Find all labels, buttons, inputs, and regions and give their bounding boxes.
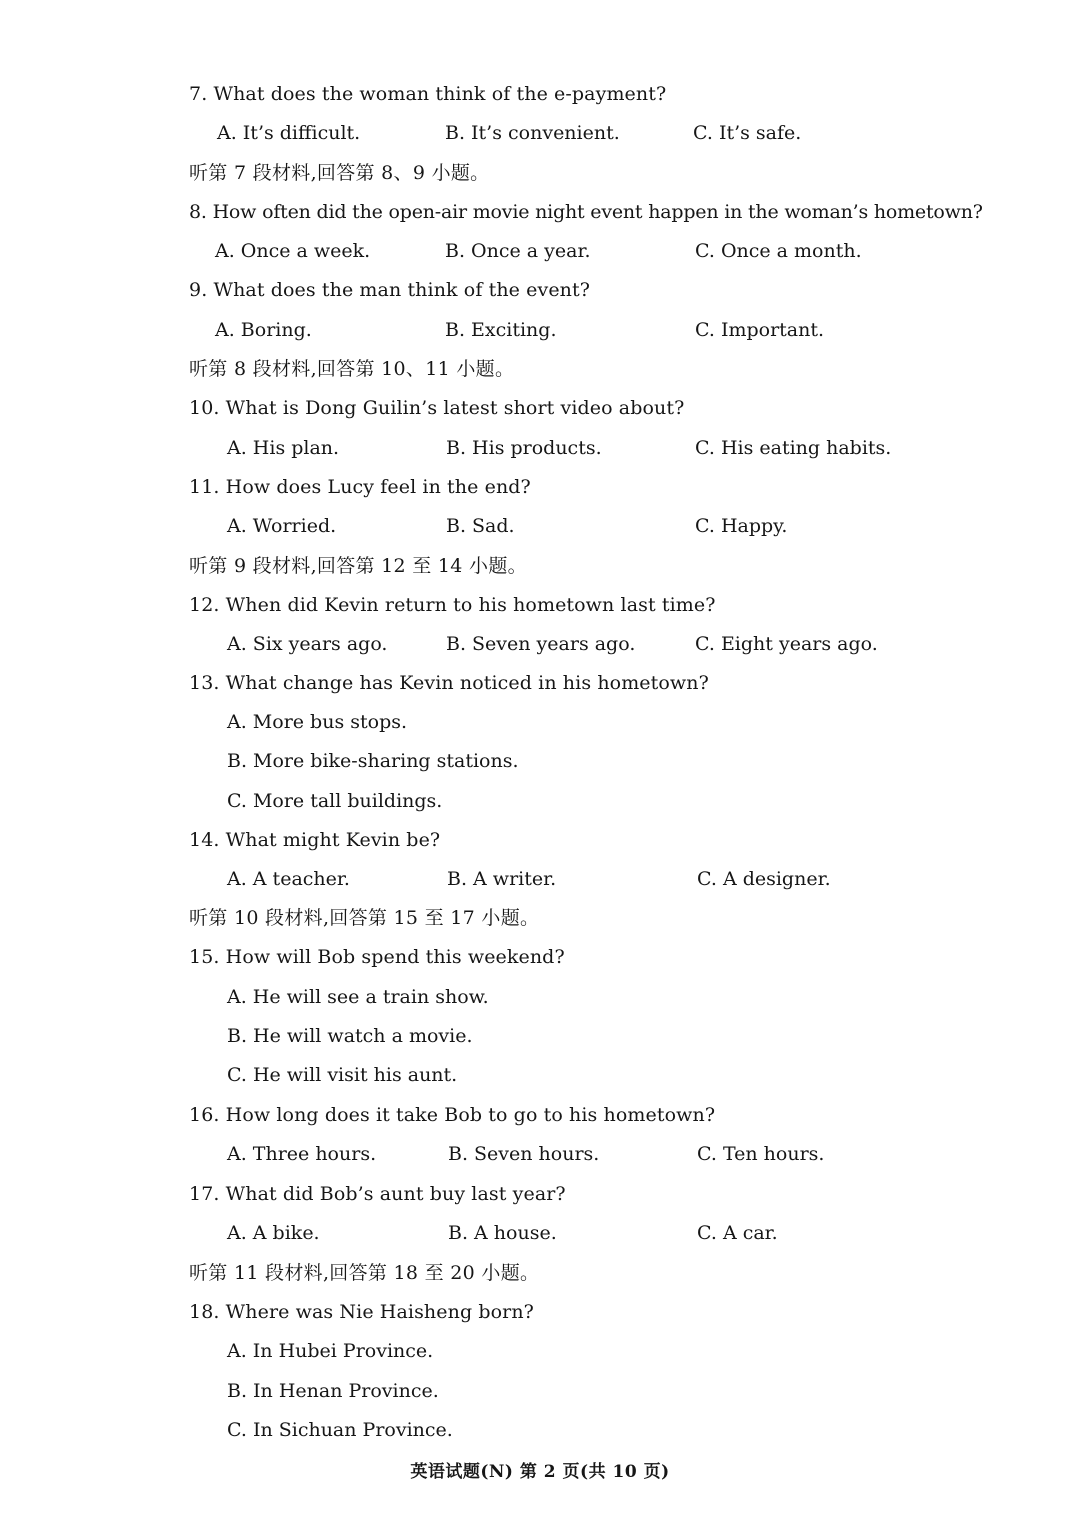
page-footer: 英语试题(N) 第 2 页(共 10 页) — [410, 1462, 670, 1482]
question-16: 16. How long does it take Bob to go to his hometown? — [189, 1104, 716, 1126]
q8-option-a: A. Once a week. — [215, 240, 371, 262]
q17-option-c: C. A car. — [697, 1222, 778, 1244]
question-7: 7. What does the woman think of the e-payment? — [189, 83, 667, 105]
q17-option-b: B. A house. — [448, 1222, 557, 1244]
question-15: 15. How will Bob spend this weekend? — [189, 946, 565, 968]
q10-option-a: A. His plan. — [227, 437, 340, 459]
question-11: 11. How does Lucy feel in the end? — [189, 476, 531, 498]
q15-option-a: A. He will see a train show. — [227, 986, 489, 1008]
q10-option-c: C. His eating habits. — [695, 437, 892, 459]
q12-option-b: B. Seven years ago. — [446, 633, 636, 655]
q15-option-b: B. He will watch a movie. — [227, 1025, 473, 1047]
q17-option-a: A. A bike. — [227, 1222, 320, 1244]
q8-option-c: C. Once a month. — [695, 240, 862, 262]
question-8: 8. How often did the open-air movie night event happen in the woman’s hometown? — [189, 201, 983, 223]
q18-option-b: B. In Henan Province. — [227, 1380, 439, 1402]
question-17: 17. What did Bob’s aunt buy last year? — [189, 1183, 566, 1205]
section-instruction-11: 听第 11 段材料,回答第 18 至 20 小题。 — [189, 1262, 540, 1284]
q9-option-c: C. Important. — [695, 319, 825, 341]
q12-option-a: A. Six years ago. — [227, 633, 388, 655]
q15-option-c: C. He will visit his aunt. — [227, 1064, 458, 1086]
question-12: 12. When did Kevin return to his hometown last time? — [189, 594, 716, 616]
q9-option-a: A. Boring. — [215, 319, 312, 341]
q14-option-b: B. A writer. — [447, 868, 557, 890]
q8-option-b: B. Once a year. — [445, 240, 591, 262]
question-10: 10. What is Dong Guilin’s latest short video about? — [189, 397, 685, 419]
q11-option-c: C. Happy. — [695, 515, 788, 537]
q7-option-b: B. It’s convenient. — [445, 122, 620, 144]
q13-option-a: A. More bus stops. — [227, 711, 408, 733]
q11-option-a: A. Worried. — [227, 515, 337, 537]
question-9: 9. What does the man think of the event? — [189, 279, 591, 301]
question-13: 13. What change has Kevin noticed in his hometown? — [189, 672, 709, 694]
q14-option-a: A. A teacher. — [227, 868, 350, 890]
q16-option-c: C. Ten hours. — [697, 1143, 825, 1165]
section-instruction-10: 听第 10 段材料,回答第 15 至 17 小题。 — [189, 907, 540, 929]
q16-option-a: A. Three hours. — [227, 1143, 377, 1165]
section-instruction-7: 听第 7 段材料,回答第 8、9 小题。 — [189, 162, 490, 184]
q18-option-c: C. In Sichuan Province. — [227, 1419, 453, 1441]
section-instruction-8: 听第 8 段材料,回答第 10、11 小题。 — [189, 358, 515, 380]
q9-option-b: B. Exciting. — [445, 319, 557, 341]
q14-option-c: C. A designer. — [697, 868, 831, 890]
q13-option-b: B. More bike-sharing stations. — [227, 750, 519, 772]
q11-option-b: B. Sad. — [446, 515, 515, 537]
section-instruction-9: 听第 9 段材料,回答第 12 至 14 小题。 — [189, 555, 527, 577]
q18-option-a: A. In Hubei Province. — [227, 1340, 434, 1362]
question-14: 14. What might Kevin be? — [189, 829, 441, 851]
question-18: 18. Where was Nie Haisheng born? — [189, 1301, 534, 1323]
q7-option-c: C. It’s safe. — [693, 122, 802, 144]
q16-option-b: B. Seven hours. — [448, 1143, 600, 1165]
q12-option-c: C. Eight years ago. — [695, 633, 878, 655]
q7-option-a: A. It’s difficult. — [217, 122, 361, 144]
q10-option-b: B. His products. — [446, 437, 602, 459]
q13-option-c: C. More tall buildings. — [227, 790, 443, 812]
